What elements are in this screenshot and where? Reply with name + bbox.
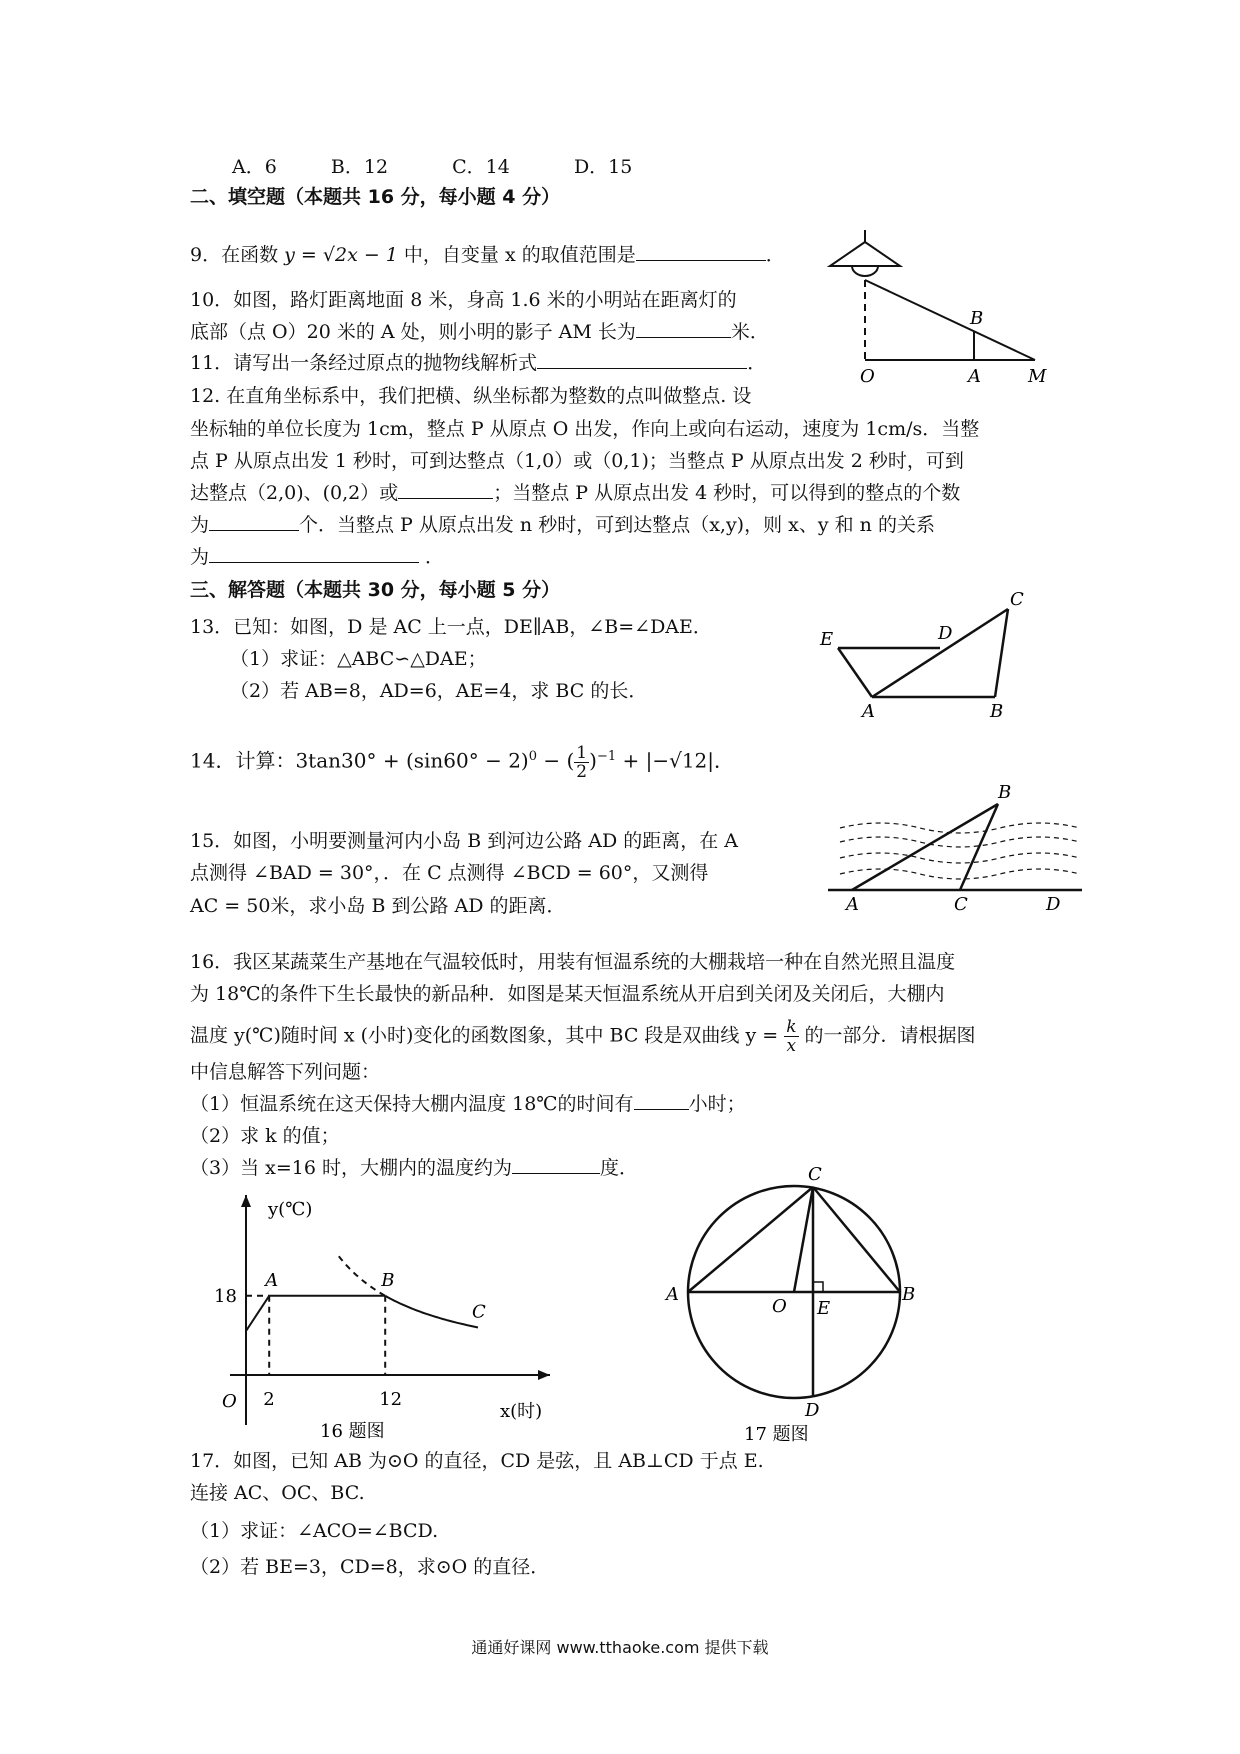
q16-sub3-text: （3）当 x=16 时，大棚内的温度约为: [190, 1157, 512, 1179]
q16-text-2: 的一部分．请根据图: [804, 1024, 976, 1047]
q14-fraction: [574, 744, 589, 781]
q14-num: 1: [576, 742, 588, 763]
label-o: O: [772, 1296, 787, 1317]
q17-line4: （2）若 BE=3，CD=8，求⊙O 的直径．: [190, 1556, 550, 1578]
q10-line2: [190, 317, 769, 347]
q10-blank: [636, 317, 731, 338]
lamp-figure: [820, 228, 1080, 388]
q14-sup0: 0: [528, 749, 538, 764]
option-c: C．14: [452, 156, 510, 178]
q12-line2: 坐标轴的单位长度为 1cm，整点 P 从原点 O 出发，作向上或向右运动，速度为 1cm/s．当整: [190, 418, 980, 440]
q16-line1: 16．我区某蔬菜生产基地在气温较低时，用装有恒温系统的大棚栽培一种在自然光照且温度: [190, 951, 956, 973]
q13-line3: （2）若 AB=8，AD=6，AE=4，求 BC 的长．: [230, 680, 648, 702]
right-angle-mark: [813, 1282, 823, 1292]
q14-expr-a: 3tan30° + (sin60° − 2): [295, 748, 529, 773]
label-a: A: [862, 701, 875, 720]
q12-line4: [190, 478, 960, 508]
q9-text: 9．在函数: [190, 244, 285, 266]
q16-sub2: （2）求 k 的值；: [190, 1125, 340, 1147]
segment-0: [246, 1296, 269, 1331]
label-b: B: [998, 782, 1012, 803]
label-m: M: [1028, 366, 1047, 387]
q17-line3: （1）求证：∠ACO=∠BCD.: [190, 1520, 439, 1542]
q12-line1: 12. 在直角坐标系中，我们把横、纵坐标都为整数的点叫做整点. 设: [190, 385, 752, 407]
label-d: D: [1046, 894, 1061, 915]
footer: 通通好课网 www.tthaoke.com 提供下载: [471, 1638, 769, 1657]
q12-text-2: ；当整点 P 从原点出发 4 秒时，可以得到的整点的个数: [493, 482, 961, 504]
segment-oc: [794, 1187, 813, 1292]
label-c: C: [1010, 589, 1024, 610]
section3-title: 三、解答题（本题共 30 分，每小题 5 分）: [190, 579, 561, 601]
q16-sub3: [190, 1153, 638, 1183]
q17-figure: [660, 1160, 930, 1450]
segment-ac: [688, 1187, 813, 1292]
q12-blank-3: [209, 542, 419, 563]
q15-line1: 15．如图，小明要测量河内小岛 B 到河边公路 AD 的距离，在 A: [190, 830, 739, 852]
q9-blank: [636, 240, 766, 261]
q14-sup-neg: −1: [596, 749, 617, 764]
q16-chart: [210, 1185, 570, 1445]
q16-text: 温度 y(℃)随时间 x (小时)变化的函数图象，其中 BC 段是双曲线 y =: [190, 1024, 779, 1047]
origin-label: O: [222, 1391, 237, 1412]
label-d: D: [938, 623, 953, 644]
q13-figure: [810, 585, 1030, 720]
q12-line5: [190, 510, 935, 540]
label-e: E: [817, 1298, 831, 1319]
q9-text-2: 中，自变量 x 的取值范围是: [397, 244, 636, 266]
q16-den: x: [786, 1036, 797, 1056]
q13-line1: 13．已知：如图，D 是 AC 上一点，DE∥AB，∠B=∠DAE．: [190, 616, 712, 638]
q12-blank-2: [209, 510, 299, 531]
q16-sub1: [190, 1089, 746, 1119]
q10-line1: 10．如图，路灯距离地面 8 米，身高 1.6 米的小明站在距离灯的: [190, 289, 737, 311]
q11: 11．请写出一条经过原点的抛物线解析式 ．: [190, 348, 766, 378]
q16-line3: [190, 1018, 976, 1055]
label-c: C: [808, 1164, 822, 1185]
option-a: A．6: [232, 156, 277, 178]
q9: 9．在函数 y = √2x − 1 中，自变量 x 的取值范围是 ．: [190, 240, 785, 270]
q12-text-4: 个．当整点 P 从原点出发 n 秒时，可到达整点（x,y)，则 x、y 和 n 的关系: [299, 514, 935, 536]
label-e: E: [820, 629, 834, 650]
label-a: A: [666, 1284, 679, 1305]
q12-text: 达整点（2,0)、(0,2）或: [190, 482, 399, 504]
q15-line3: AC = 50米，求小岛 B 到公路 AD 的距离．: [190, 895, 566, 917]
q13-line2: （1）求证：△ABC∽△DAE；: [230, 648, 487, 670]
curve-3: [339, 1256, 385, 1296]
q14-expr-c: + |−√12|．: [616, 748, 735, 773]
point-label-c: C: [472, 1301, 486, 1323]
label-b: B: [990, 701, 1004, 720]
q16-sub1-unit: 小时；: [688, 1093, 746, 1115]
point-label-a: A: [265, 1269, 279, 1291]
q16-line4: 中信息解答下列问题：: [190, 1061, 381, 1083]
q14-expr-b: − (: [537, 748, 575, 773]
section2-title: 二、填空题（本题共 16 分，每小题 4 分）: [190, 186, 561, 208]
x-tick-12: 12: [379, 1389, 403, 1410]
q16-fraction: [784, 1018, 798, 1055]
y-tick-18: 18: [214, 1285, 237, 1307]
option-b: B．12: [330, 156, 389, 178]
q12-blank-1: [398, 478, 493, 499]
q17-caption: 17 题图: [744, 1424, 809, 1445]
q10-unit: 米．: [730, 321, 769, 343]
label-o: O: [860, 366, 875, 387]
q12-text-3: 为: [190, 514, 210, 536]
q17-line1: 17．如图，已知 AB 为⊙O 的直径，CD 是弦，且 AB⊥CD 于点 E.: [190, 1450, 764, 1472]
q9-function: y = √2x − 1: [284, 244, 398, 266]
label-d: D: [805, 1400, 820, 1421]
q16-sub3-unit: 度．: [599, 1157, 638, 1179]
q15-figure: [820, 780, 1085, 915]
q16-sub1-text: （1）恒温系统在这天保持大棚内温度 18℃的时间有: [190, 1093, 634, 1115]
point-label-b: B: [381, 1269, 395, 1291]
q12-text-5: 为: [190, 546, 210, 568]
y-axis-arrow: [241, 1195, 251, 1207]
q12-line3: 点 P 从原点出发 1 秒时，可到达整点（1,0）或（0,1)；当整点 P 从原点出发 2 秒时，可到: [190, 450, 964, 472]
q12-line6: 为 ．: [190, 542, 444, 572]
label-a: A: [846, 894, 859, 915]
q11-blank: [537, 348, 747, 369]
q16-line2: 为 18℃的条件下生长最快的新品种．如图是某天恒温系统从开启到关闭及关闭后，大棚内: [190, 983, 945, 1005]
label-a: A: [968, 366, 981, 387]
label-b: B: [970, 308, 984, 329]
q16-blank-1: [634, 1089, 689, 1110]
x-axis-label: x(时): [500, 1401, 543, 1422]
label-b: B: [902, 1284, 916, 1305]
q10-text: 底部（点 O）20 米的 A 处，则小明的影子 AM 长为: [190, 321, 636, 343]
q14-den: 2: [576, 761, 588, 782]
curve-2: [385, 1296, 478, 1328]
q15-line2: 点测得 ∠BAD = 30°，．在 C 点测得 ∠BCD = 60°，又测得: [190, 862, 709, 884]
q17-line2: 连接 AC、OC、BC.: [190, 1482, 365, 1504]
option-d: D．15: [573, 156, 633, 178]
q8-options: [232, 152, 632, 182]
x-axis-arrow: [538, 1370, 550, 1380]
q14-label: 14．计算：: [190, 748, 296, 773]
q16-num: k: [786, 1017, 797, 1037]
q11-text: 11．请写出一条经过原点的抛物线解析式: [190, 352, 538, 374]
x-tick-2: 2: [263, 1389, 275, 1410]
q16-blank-2: [512, 1153, 600, 1174]
chart-caption: 16 题图: [320, 1421, 385, 1442]
y-axis-label: y(℃): [268, 1199, 313, 1220]
q14: 14．计算：$3\tan 30^\circ + (\sin 60^\circ - 2)^0$ − ( $\frac{1}{2}$ )$^{-1}$ + |−√12|．: [190, 742, 735, 782]
label-c: C: [954, 894, 968, 915]
